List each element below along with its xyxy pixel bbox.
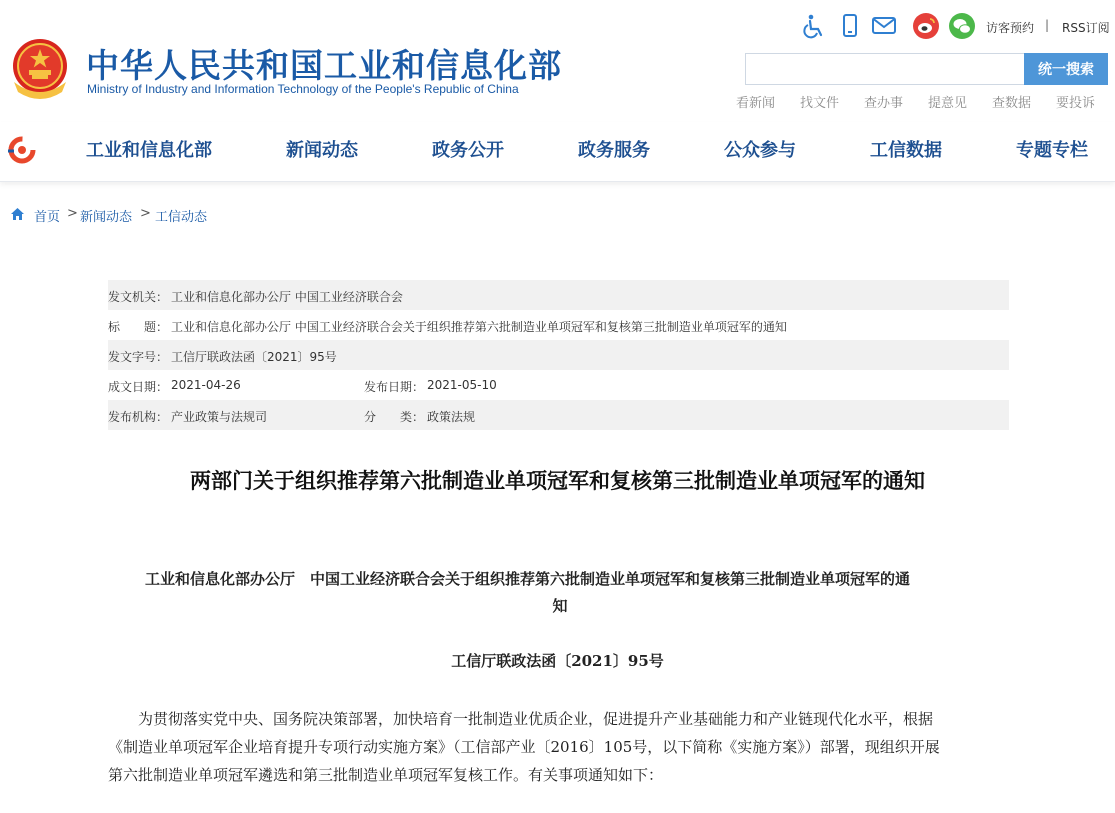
quick-link-services[interactable]: 查办事: [864, 96, 904, 111]
meta-row-docno: [108, 340, 1009, 370]
breadcrumb-home[interactable]: 首页: [34, 210, 61, 225]
meta-value: 工业和信息化部办公厅 中国工业经济联合会关于组织推荐第六批制造业单项冠军和复核第三批制造业单项冠军的通知: [171, 320, 787, 334]
mail-icon[interactable]: [870, 12, 898, 40]
breadcrumb-ministry-news[interactable]: 工信动态: [155, 210, 208, 225]
top-link-separator: |: [1045, 18, 1050, 32]
article-paragraph: [108, 705, 1010, 789]
paragraph-line: 第六批制造业单项冠军遴选和第三批制造业单项冠军复核工作。有关事项通知如下：: [108, 766, 664, 784]
meta-label: 标 题：: [108, 320, 169, 334]
meta-label: 发文字号：: [108, 350, 169, 364]
main-nav: [0, 122, 1115, 182]
meta-value: 产业政策与法规司: [171, 410, 268, 424]
meta-label: 发文机关：: [108, 290, 169, 304]
document-heading-line: 工业和信息化部办公厅 中国工业经济联合会关于组织推荐第六批制造业单项冠军和复核第三批制造业单项冠军的通: [145, 570, 911, 588]
unified-search-button[interactable]: 统一搜索: [1024, 53, 1108, 85]
nav-item-ministry[interactable]: 工业和信息化部: [86, 140, 212, 161]
meta-label: 分 类：: [364, 410, 425, 424]
site-title[interactable]: 中华人民共和国工业和信息化部: [86, 46, 562, 85]
mobile-icon[interactable]: [836, 12, 864, 40]
meta-value: 2021-04-26: [171, 378, 241, 392]
meta-value: 2021-05-10: [427, 378, 497, 392]
quick-link-files[interactable]: 找文件: [800, 96, 840, 111]
document-number: 工信厅联政法函〔2021〕95号: [451, 652, 664, 670]
paragraph-line: 《制造业单项冠军企业培育提升专项行动实施方案》（工信部产业〔2016〕105号，以下简称《实施方案》）部署，现组织开展: [108, 738, 940, 756]
quick-link-data[interactable]: 查数据: [992, 96, 1032, 111]
meta-row-dates: [108, 370, 1009, 400]
nav-item-gov-services[interactable]: 政务服务: [578, 140, 650, 161]
meta-label: 发布机构：: [108, 410, 169, 424]
search-input[interactable]: [745, 53, 1025, 85]
miit-logo-icon[interactable]: [6, 134, 38, 166]
breadcrumb-separator: >: [140, 206, 151, 221]
nav-item-gov-affairs[interactable]: 政务公开: [432, 140, 504, 161]
nav-item-topics[interactable]: 专题专栏: [1016, 140, 1088, 161]
wechat-icon[interactable]: [948, 12, 976, 40]
nav-item-participation[interactable]: 公众参与: [724, 140, 796, 161]
document-meta-table: [108, 280, 1009, 430]
meta-value: 工业和信息化部办公厅 中国工业经济联合会: [171, 290, 403, 304]
document-heading-line: 知: [552, 597, 568, 615]
quick-link-complaint[interactable]: 要投诉: [1056, 96, 1096, 111]
breadcrumb-separator: >: [67, 206, 78, 221]
meta-value: 工信厅联政法函〔2021〕95号: [171, 350, 337, 364]
nav-item-news[interactable]: 新闻动态: [286, 140, 358, 161]
accessibility-icon[interactable]: [800, 12, 828, 40]
site-subtitle: Ministry of Industry and Information Technology of the People's Republic of China: [87, 82, 519, 96]
quick-link-news[interactable]: 看新闻: [736, 96, 776, 111]
visitor-appointment-link[interactable]: 访客预约: [986, 21, 1035, 35]
meta-row-org: [108, 400, 1009, 430]
site-header: [0, 0, 1115, 122]
article-title: 两部门关于组织推荐第六批制造业单项冠军和复核第三批制造业单项冠军的通知: [190, 469, 925, 493]
breadcrumb-news[interactable]: 新闻动态: [80, 210, 133, 225]
quick-link-feedback[interactable]: 提意见: [928, 96, 968, 111]
paragraph-line: 为贯彻落实党中央、国务院决策部署，加快培育一批制造业优质企业，促进提升产业基础能力和产业链现代化水平，根据: [108, 710, 934, 728]
meta-label: 发布日期：: [364, 380, 425, 394]
national-emblem-icon[interactable]: [8, 36, 72, 100]
rss-link[interactable]: RSS订阅: [1062, 21, 1110, 35]
home-icon: [10, 207, 25, 221]
document-heading: [145, 566, 1009, 620]
meta-label: 成文日期：: [108, 380, 169, 394]
nav-item-data[interactable]: 工信数据: [870, 140, 942, 161]
meta-row-title: [108, 310, 1009, 340]
weibo-icon[interactable]: [912, 12, 940, 40]
meta-row-issuer: [108, 280, 1009, 310]
meta-value: 政策法规: [427, 410, 476, 424]
